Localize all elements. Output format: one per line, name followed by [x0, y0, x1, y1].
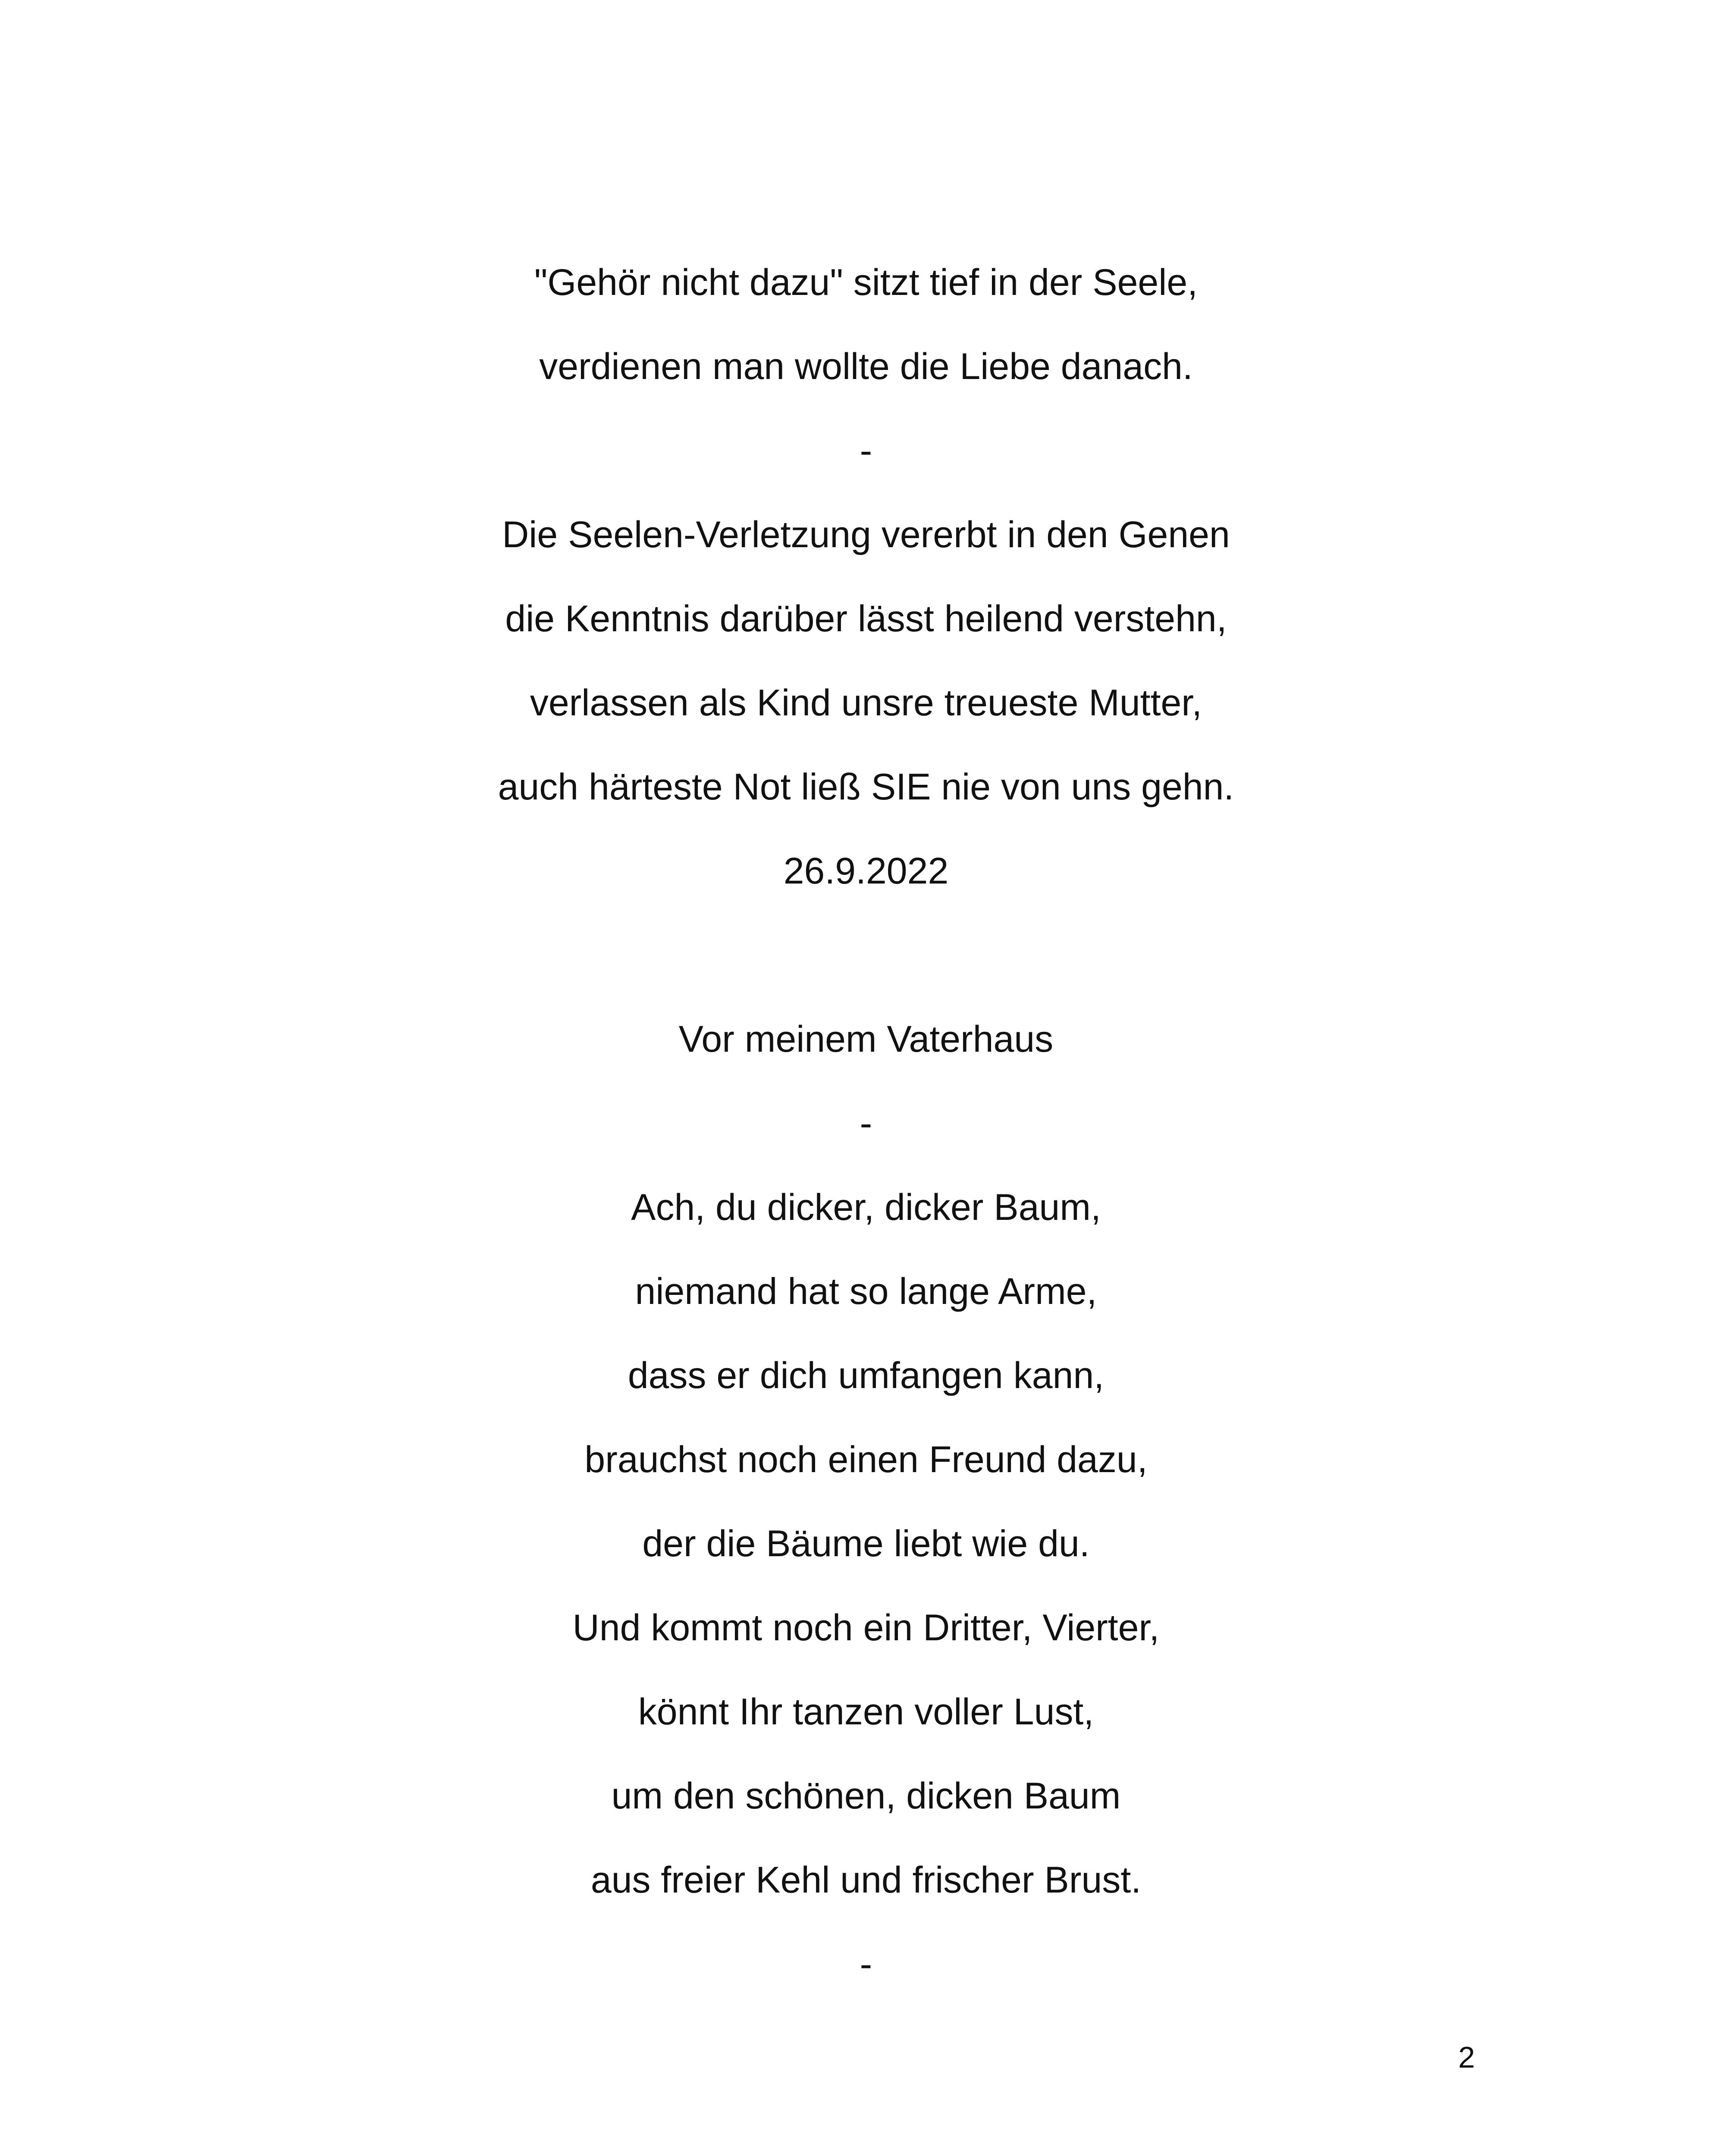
poem-2-separator-top: -: [860, 1103, 872, 1144]
poem-2-line-1: Ach, du dicker, dicker Baum,: [631, 1187, 1101, 1228]
poem-1-line-6: auch härteste Not ließ SIE nie von uns gehn.: [498, 766, 1234, 808]
poem-2-line-3: dass er dich umfangen kann,: [628, 1355, 1104, 1396]
poem-1-date: 26.9.2022: [783, 850, 949, 892]
poem-1-line-3: Die Seelen-Verletzung vererbt in den Genen: [502, 514, 1230, 555]
poem-1-line-5: verlassen als Kind unsre treueste Mutter,: [530, 682, 1202, 724]
poem-2-line-6: Und kommt noch ein Dritter, Vierter,: [572, 1607, 1160, 1648]
page-number: 2: [1458, 2040, 1475, 2074]
poem-2-line-8: um den schönen, dicken Baum: [611, 1775, 1121, 1817]
poem-2-line-4: brauchst noch einen Freund dazu,: [584, 1439, 1148, 1480]
poem-2-line-5: der die Bäume liebt wie du.: [642, 1523, 1090, 1564]
poem-2-line-9: aus freier Kehl und frischer Brust.: [590, 1859, 1142, 1901]
poem-2-line-2: niemand hat so lange Arme,: [635, 1271, 1097, 1312]
poem-1-line-4: die Kenntnis darüber lässt heilend verstehn,: [505, 598, 1227, 639]
poem-1-separator: -: [860, 430, 872, 471]
poem-2-line-7: könnt Ihr tanzen voller Lust,: [638, 1691, 1094, 1733]
poem-2-title: Vor meinem Vaterhaus: [678, 1018, 1054, 1060]
poem-1-line-2: verdienen man wollte die Liebe danach.: [539, 346, 1193, 387]
poem-2-separator-bottom: -: [860, 1943, 872, 1985]
poem-1-line-1: "Gehör nicht dazu" sitzt tief in der Seele,: [534, 262, 1198, 303]
